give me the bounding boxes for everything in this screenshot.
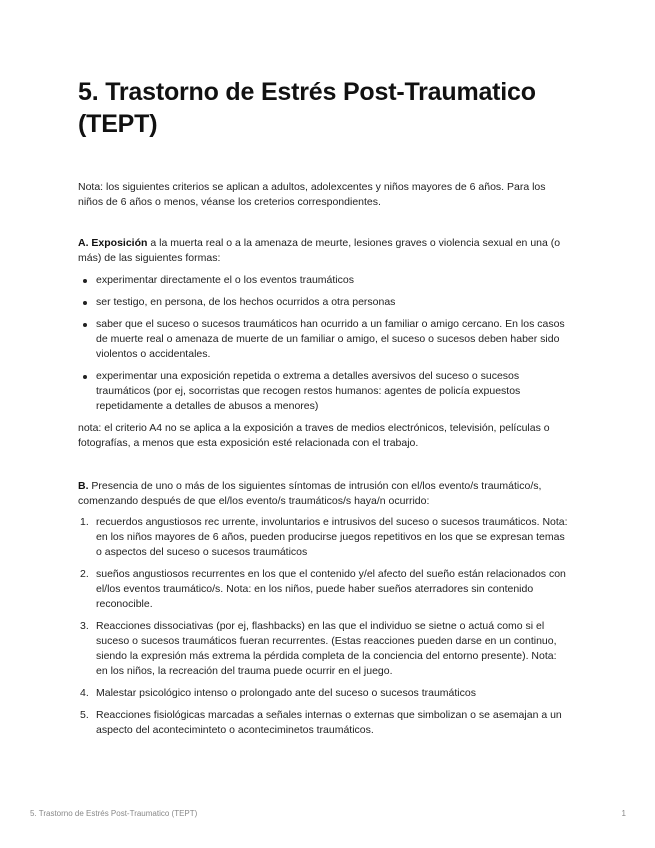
section-a-list <box>78 273 570 421</box>
list-item-number: 4. <box>80 687 89 699</box>
list-item <box>78 619 570 679</box>
list-item <box>78 567 570 612</box>
list-item: experimentar una exposición repetida o extrema a detalles aversivos del suceso o sucesos traumáticos (por ej, socorristas que recogen restos humanos: agentes de policía expuestos repetidamente a detalles de abusos a menores) <box>78 369 570 414</box>
list-item <box>78 515 570 560</box>
footer-title: 5. Trastorno de Estrés Post-Traumatico (TEPT) <box>30 809 198 818</box>
section-a-label: A. Exposición <box>78 237 148 249</box>
list-item <box>78 708 570 738</box>
page-number: 1 <box>621 809 626 818</box>
list-item-text: Reacciones fisiológicas marcadas a señales internas o externas que simbolizan o se asemajan a un aspecto del aconteciminteto o aconteciminetos traumáticos. <box>96 709 562 736</box>
section-a-note: nota: el criterio A4 no se aplica a la exposición a traves de medios electrónicos, televisión, películas o fotografías, a menos que esta exposición esté relacionada con el trabajo. <box>78 422 550 449</box>
section-b-list <box>78 515 570 745</box>
section-a-text: a la muerta real o a la amenaza de meurte, lesiones graves o violencia sexual en una (o más) de las siguientes formas: <box>78 237 561 264</box>
section-b-intro <box>78 479 570 509</box>
list-item: saber que el suceso o sucesos traumáticos han ocurrido a un familiar o amigo cercano. En los casos de muerte real o amenaza de muerte de un familiar o amigo, el suceso o sucesos deben haber sido violentos o accidentales. <box>78 317 570 362</box>
list-item: experimentar directamente el o los eventos traumáticos <box>78 273 570 288</box>
page-title: 5. Trastorno de Estrés Post-Traumatico (TEPT) <box>78 78 536 138</box>
list-item-number: 1. <box>80 516 89 528</box>
list-item-number: 5. <box>80 709 89 721</box>
list-item: ser testigo, en persona, de los hechos ocurridos a otra personas <box>78 295 570 310</box>
list-item-text: Reacciones dissociativas (por ej, flashbacks) en las que el individuo se sietne o actuá como si el suceso o sucesos traumáticos fueran recurrentes. (Estas reacciones pueden darse en un continuo, siendo la expresión más extrema la pérdida completa de la conciencia del entorno presente). Nota: en los niños, la recreación del trauma puede ocurrir en el juego. <box>96 620 557 677</box>
list-item-text: sueños angustiosos recurrentes en los que el contenido y/el afecto del sueño están relacionados con el/los eventos traumático/s. Nota: en los niños, puede haber sueños aterradores sin contenido reconocible. <box>96 568 566 610</box>
list-item-number: 2. <box>80 568 89 580</box>
list-item <box>78 686 570 701</box>
section-a-intro <box>78 236 570 266</box>
section-b-label: B. <box>78 480 89 492</box>
intro-note: Nota: los siguientes criterios se aplican a adultos, adolexcentes y niños mayores de 6 años. Para los niños de 6 años o menos, véanse los creterios correspondientes. <box>78 181 546 208</box>
list-item-number: 3. <box>80 620 89 632</box>
list-item-text: recuerdos angustiosos rec urrente, involuntarios e intrusivos del suceso o sucesos traumáticos. Nota: en los niños mayores de 6 años, pueden producirse juegos repetitivos en los que se expresan temas o aspectos del suceso o sucesos traumáticos <box>96 516 568 558</box>
list-item-text: Malestar psicológico intenso o prolongado ante del suceso o sucesos traumáticos <box>96 687 476 699</box>
section-b-text: Presencia de uno o más de los siguientes síntomas de intrusión con el/los evento/s traumático/s, comenzando después de que el/los evento/s traumáticos/s haya/n ocurrido: <box>78 480 542 507</box>
